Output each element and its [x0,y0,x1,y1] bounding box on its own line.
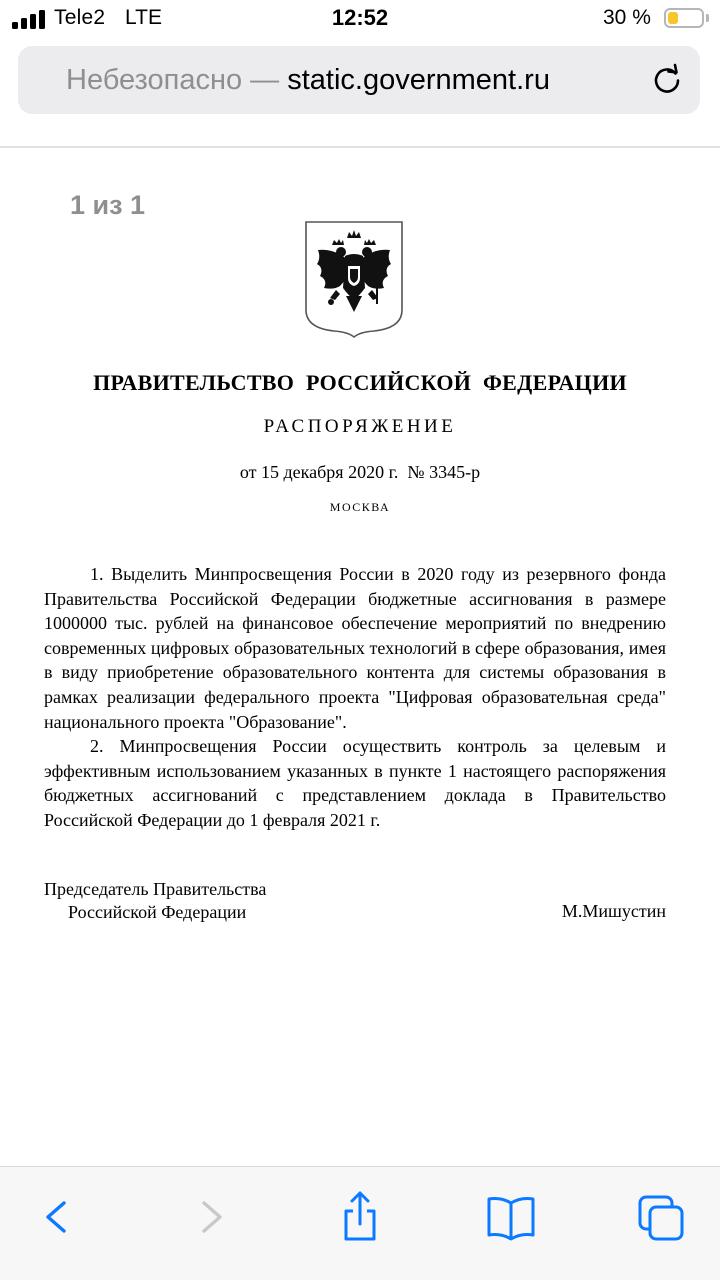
battery-icon [664,8,704,28]
battery-percentage: 30 % [603,6,651,29]
url-domain: static.government.ru [287,64,550,96]
document-page [0,148,720,1166]
back-icon[interactable] [26,1187,86,1247]
signatory-title [44,878,266,924]
document-body [44,562,666,833]
battery-nub [706,14,709,22]
russian-coat-of-arms-emblem [304,220,404,338]
status-bar [0,0,720,40]
document-paragraph: 1. Выделить Минпросвещения России в 2020 году из резервного фонда Правительства Российской Федерации бюджетные ассигнования в размере 1000000 тыс. рублей на финансовое обеспечение мероприятий по внедрению современных цифровых образовательных технологий в сфере образования, имея в виду приобретение образовательного контента для системы образования в рамках реализации федерального проекта "Цифровая образовательная среда" национального проекта "Образование". [44,564,666,732]
reload-icon[interactable] [650,63,684,97]
bookmarks-icon[interactable] [481,1187,541,1247]
not-secure-label: Небезопасно — [66,64,280,96]
network-type: LTE [125,6,162,29]
address-text[interactable] [66,46,550,114]
page-counter: 1 из 1 [70,190,146,220]
document-paragraph: 2. Минпросвещения России осуществить контроль за целевым и эффективным использованием указанных в пункте 1 настоящего распоряжения бюджетных ассигнований с представлением доклада в Правительство Российской Федерации до 1 февраля 2021 г. [44,736,666,830]
document-date-number: от 15 декабря 2020 г. № 3345-р [239,462,481,482]
forward-icon[interactable] [182,1187,242,1247]
document-city: МОСКВА [329,500,391,514]
address-bar[interactable] [18,46,700,114]
browser-toolbar [0,1166,720,1280]
document-government-heading: ПРАВИТЕЛЬСТВО РОССИЙСКОЙ ФЕДЕРАЦИИ [93,370,627,395]
status-clock: 12:52 [331,5,389,30]
tabs-icon[interactable] [632,1187,692,1247]
signatory-title-line: Председатель Правительства [44,879,267,899]
signatory-name: М.Мишустин [561,901,666,921]
signatory-title-line: Российской Федерации [68,902,247,922]
carrier-name: Tele2 [54,6,106,29]
share-icon[interactable] [330,1187,390,1247]
battery-level-fill [668,12,678,24]
document-type: РАСПОРЯЖЕНИЕ [263,416,457,437]
